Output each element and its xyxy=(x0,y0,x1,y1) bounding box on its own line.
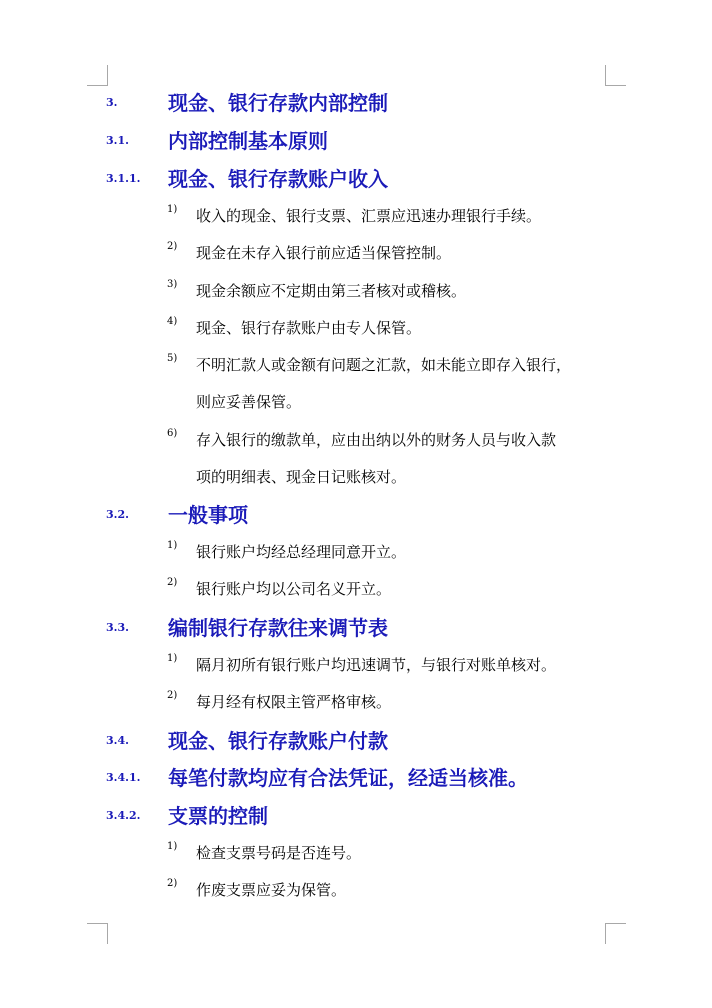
heading-title: 每笔付款均应有合法凭证，经适当核准。 xyxy=(168,766,528,790)
list-number: 2) xyxy=(167,241,178,252)
crop-mark-bottom-left xyxy=(87,923,108,944)
list-number: 5) xyxy=(167,353,178,364)
list-text-line: 存入银行的缴款单，应由出纳以外的财务人员与收入款 xyxy=(196,431,557,449)
heading-title: 现金、银行存款账户付款 xyxy=(168,729,388,753)
heading-title: 现金、银行存款账户收入 xyxy=(168,167,388,191)
crop-mark-bottom-right xyxy=(605,923,626,944)
heading-3-4 xyxy=(0,726,712,756)
list-text: 收入的现金、银行支票、汇票应迅速办理银行手续。 xyxy=(196,207,542,225)
heading-number: 3.4.2. xyxy=(106,809,141,822)
heading-number: 3.4. xyxy=(106,734,129,747)
list-text: 隔月初所有银行账户均迅速调节，与银行对账单核对。 xyxy=(196,656,557,674)
heading-3-3 xyxy=(0,613,712,643)
list-text: 作废支票应妥为保管。 xyxy=(196,881,347,899)
heading-number: 3.3. xyxy=(106,621,129,634)
list-number: 2) xyxy=(167,577,178,588)
heading-number: 3.2. xyxy=(106,508,129,521)
list-text-line: 不明汇款人或金额有问题之汇款，如未能立即存入银行， xyxy=(196,356,572,374)
list-text: 每月经有权限主管严格审核。 xyxy=(196,693,392,711)
heading-3-4-1 xyxy=(0,763,712,793)
heading-title: 现金、银行存款内部控制 xyxy=(168,91,388,115)
list-text: 现金在未存入银行前应适当保管控制。 xyxy=(196,244,452,262)
list-number: 2) xyxy=(167,690,178,701)
list-text: 现金、银行存款账户由专人保管。 xyxy=(196,319,422,337)
list-text: 银行账户均以公司名义开立。 xyxy=(196,580,392,598)
heading-3-2 xyxy=(0,500,712,530)
heading-title: 一般事项 xyxy=(168,503,248,527)
list-text-line: 则应妥善保管。 xyxy=(196,393,302,411)
heading-3-4-2 xyxy=(0,801,712,831)
heading-3-1-1 xyxy=(0,164,712,194)
list-number: 4) xyxy=(167,316,178,327)
list-number: 1) xyxy=(167,841,178,852)
heading-title: 支票的控制 xyxy=(168,804,268,828)
heading-3-1 xyxy=(0,126,712,156)
list-number: 6) xyxy=(167,428,178,439)
heading-title: 编制银行存款往来调节表 xyxy=(168,616,388,640)
heading-3 xyxy=(0,88,712,118)
crop-mark-top-left xyxy=(87,65,108,86)
heading-number: 3.1. xyxy=(106,134,129,147)
list-number: 2) xyxy=(167,878,178,889)
heading-number: 3.4.1. xyxy=(106,771,141,784)
list-text: 检查支票号码是否连号。 xyxy=(196,844,362,862)
crop-mark-top-right xyxy=(605,65,626,86)
list-text: 现金余额应不定期由第三者核对或稽核。 xyxy=(196,282,467,300)
list-number: 3) xyxy=(167,279,178,290)
list-text: 银行账户均经总经理同意开立。 xyxy=(196,543,407,561)
heading-title: 内部控制基本原则 xyxy=(168,129,328,153)
list-number: 1) xyxy=(167,204,178,215)
heading-number: 3. xyxy=(106,96,118,109)
list-number: 1) xyxy=(167,540,178,551)
list-number: 1) xyxy=(167,653,178,664)
heading-number: 3.1.1. xyxy=(106,172,141,185)
list-text-line: 项的明细表、现金日记账核对。 xyxy=(196,468,407,486)
